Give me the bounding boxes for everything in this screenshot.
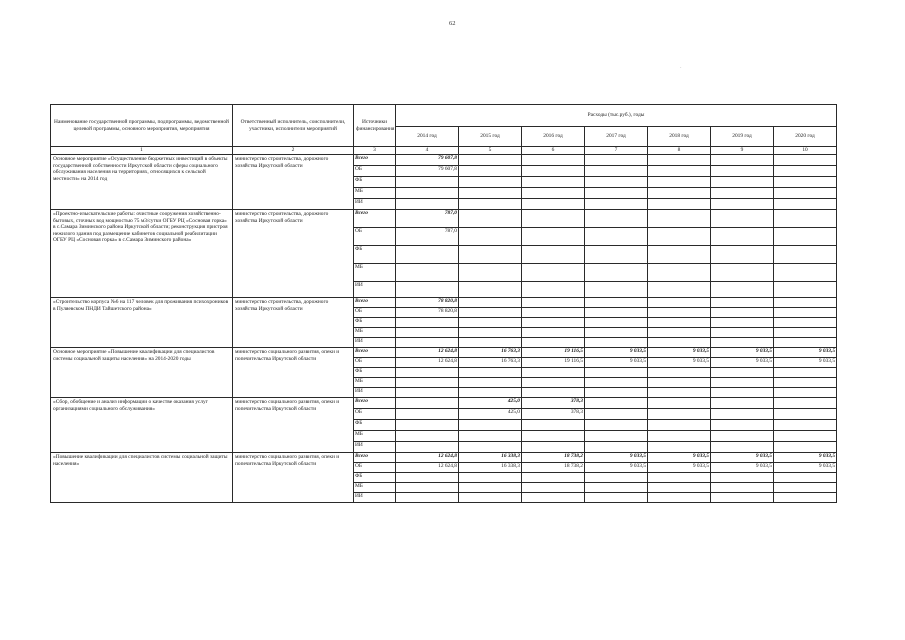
expense-value <box>459 177 522 188</box>
expense-value: 9 033,5 <box>774 463 837 473</box>
funding-source: ФБ <box>354 318 396 328</box>
expense-value <box>711 228 774 246</box>
expense-value <box>648 420 711 431</box>
expense-value <box>585 483 648 493</box>
expense-value: 9 033,5 <box>648 348 711 358</box>
responsible-executor: министерство социального развития, опеки и попечительства Иркутской области <box>233 398 354 453</box>
expense-value <box>711 442 774 453</box>
expense-value: 18 738,2 <box>522 463 585 473</box>
header-expenses: Расходы (тыс.руб.), годы <box>396 105 837 127</box>
funding-source: ОБ <box>354 463 396 473</box>
expense-value <box>459 308 522 318</box>
expense-value <box>459 318 522 328</box>
expense-value <box>522 378 585 388</box>
expense-value <box>774 246 837 264</box>
expense-value <box>585 378 648 388</box>
activity-name: Основное мероприятие «Повышение квалификации для специалистов системы социальной защиты населения» на 2014-2020 годы <box>51 348 233 398</box>
expense-value <box>522 368 585 378</box>
expense-value <box>459 378 522 388</box>
expense-value <box>648 199 711 210</box>
column-number: 4 <box>396 147 459 155</box>
header-source: Источники финансирования <box>354 105 396 147</box>
expense-value <box>711 368 774 378</box>
expense-value <box>459 264 522 282</box>
funding-source: ИИ <box>354 442 396 453</box>
expense-value <box>459 166 522 177</box>
expense-value <box>585 166 648 177</box>
expense-value <box>648 318 711 328</box>
expense-value <box>522 210 585 228</box>
expense-value <box>648 328 711 338</box>
expense-value <box>459 246 522 264</box>
expense-value <box>774 155 837 166</box>
expense-value <box>711 177 774 188</box>
activity-name: «Строительство корпуса №6 на 117 человек для проживания психохроников в Пуляевском ПНДИ Тайшетского района» <box>51 298 233 348</box>
expense-value <box>522 298 585 308</box>
expense-value <box>648 166 711 177</box>
funding-source: ФБ <box>354 368 396 378</box>
header-executor: Ответственный исполнитель, соисполнители, участники, исполнители мероприятий <box>233 105 354 147</box>
expense-value <box>774 298 837 308</box>
expense-value <box>459 328 522 338</box>
table-row <box>51 348 837 358</box>
expense-value <box>585 298 648 308</box>
header-year: 2019 год <box>711 127 774 147</box>
expense-value <box>396 431 459 442</box>
funding-source: МБ <box>354 378 396 388</box>
expense-value: 9 033,5 <box>774 358 837 368</box>
expense-value <box>774 210 837 228</box>
expense-value: 9 033,5 <box>711 348 774 358</box>
header-year: 2016 год <box>522 127 585 147</box>
table-row <box>51 210 837 228</box>
expense-value <box>396 442 459 453</box>
expense-value <box>585 473 648 483</box>
expense-value <box>459 483 522 493</box>
responsible-executor: министерство социального развития, опеки и попечительства Иркутской области <box>233 348 354 398</box>
activity-name: «Повышение квалификации для специалистов системы социальной защиты населения» <box>51 453 233 503</box>
expense-value <box>459 388 522 398</box>
expense-value: 19 116,5 <box>522 348 585 358</box>
expense-value <box>585 420 648 431</box>
expense-value <box>522 155 585 166</box>
funding-source: Всего <box>354 348 396 358</box>
expense-value <box>585 493 648 503</box>
expense-value: 16 763,3 <box>459 358 522 368</box>
expense-value <box>711 246 774 264</box>
expense-value <box>585 431 648 442</box>
expense-value: 79 607,8 <box>396 166 459 177</box>
expense-value: 78 820,8 <box>396 308 459 318</box>
funding-source: МБ <box>354 431 396 442</box>
expense-value <box>459 155 522 166</box>
expense-value: 16 338,3 <box>459 463 522 473</box>
expense-value <box>585 188 648 199</box>
page-number: 62 <box>449 20 456 27</box>
column-number: 5 <box>459 147 522 155</box>
funding-source: Всего <box>354 155 396 166</box>
expense-value: 79 607,8 <box>396 155 459 166</box>
expense-value <box>774 318 837 328</box>
expense-value <box>774 431 837 442</box>
expense-value <box>396 483 459 493</box>
expense-value: 12 624,8 <box>396 453 459 463</box>
expense-value <box>459 431 522 442</box>
expense-value <box>648 246 711 264</box>
expense-value <box>648 264 711 282</box>
expense-value <box>396 318 459 328</box>
expense-value: 19 116,5 <box>522 358 585 368</box>
expense-value <box>774 282 837 298</box>
expense-value <box>648 308 711 318</box>
expense-value <box>396 368 459 378</box>
expense-value <box>774 188 837 199</box>
expense-value <box>774 378 837 388</box>
expense-value <box>711 483 774 493</box>
expense-value <box>711 188 774 199</box>
expense-value <box>711 166 774 177</box>
expense-value <box>711 308 774 318</box>
expense-value <box>648 210 711 228</box>
expense-value <box>648 298 711 308</box>
expense-value <box>711 210 774 228</box>
funding-source: ОБ <box>354 409 396 420</box>
funding-source: ОБ <box>354 166 396 177</box>
stray-mark: · <box>680 66 682 71</box>
expense-value <box>774 368 837 378</box>
responsible-executor: министерство строительства, дорожного хозяйства Иркутской области <box>233 298 354 348</box>
expense-value <box>585 264 648 282</box>
table-row <box>51 453 837 463</box>
expense-value <box>585 318 648 328</box>
table-body <box>51 155 837 503</box>
expense-value <box>774 228 837 246</box>
expense-value <box>522 308 585 318</box>
table-row <box>51 155 837 166</box>
funding-source: МБ <box>354 264 396 282</box>
column-number: 9 <box>711 147 774 155</box>
expense-value <box>711 409 774 420</box>
expense-value <box>396 199 459 210</box>
expense-value: 9 033,5 <box>585 358 648 368</box>
funding-source: ОБ <box>354 308 396 318</box>
funding-source: ИИ <box>354 388 396 398</box>
funding-source: ФБ <box>354 246 396 264</box>
expense-value <box>774 409 837 420</box>
expense-value <box>522 282 585 298</box>
expense-value: 9 033,5 <box>585 453 648 463</box>
expense-value: 16 763,3 <box>459 348 522 358</box>
expense-value <box>648 378 711 388</box>
expense-value <box>459 199 522 210</box>
expense-value <box>774 166 837 177</box>
expense-value <box>459 420 522 431</box>
expense-value: 378,3 <box>522 409 585 420</box>
column-number: 3 <box>354 147 396 155</box>
activity-name: «Проектно-изыскательские работы: очистные сооружения хозяйственно-бытовых, сточных вод мощностью 75 м3/сутки ОГБУ РЦ «Сосновая горка» в с.Самара Зиминского района Иркутской области; реконструкция пристроя нежилого здания под размещение кабинетов социальной реабилитации ОГБУ РЦ «Сосновая горка» в с.Самара Зиминского района» <box>51 210 233 298</box>
header-name: Наименование государственной программы, подпрограммы, ведомственной целевой программы, основного мероприятия, мероприятия <box>51 105 233 147</box>
expense-value <box>711 199 774 210</box>
expense-value <box>396 246 459 264</box>
funding-source: МБ <box>354 188 396 199</box>
expense-value <box>522 442 585 453</box>
expense-value <box>648 473 711 483</box>
expense-value <box>585 199 648 210</box>
expense-value <box>522 177 585 188</box>
expense-value: 12 624,8 <box>396 358 459 368</box>
funding-source: Всего <box>354 453 396 463</box>
expense-value <box>459 188 522 199</box>
expense-value <box>522 388 585 398</box>
column-number: 6 <box>522 147 585 155</box>
expense-value <box>522 431 585 442</box>
expense-value <box>459 368 522 378</box>
expense-value <box>774 398 837 409</box>
funding-source: Всего <box>354 210 396 228</box>
expense-value <box>711 155 774 166</box>
expense-value <box>459 282 522 298</box>
expense-value <box>585 155 648 166</box>
expense-value <box>522 264 585 282</box>
expense-value <box>648 338 711 348</box>
expense-value: 78 820,8 <box>396 298 459 308</box>
expense-value <box>396 338 459 348</box>
expense-value: 9 033,5 <box>711 358 774 368</box>
expense-value: 787,0 <box>396 210 459 228</box>
expense-value <box>774 328 837 338</box>
expense-value: 9 033,5 <box>774 453 837 463</box>
expense-value <box>711 318 774 328</box>
header-year: 2015 год <box>459 127 522 147</box>
expense-value <box>459 473 522 483</box>
expense-value <box>585 368 648 378</box>
expense-value <box>522 199 585 210</box>
expense-value <box>648 431 711 442</box>
expense-value <box>774 442 837 453</box>
expense-value <box>459 493 522 503</box>
expense-value <box>585 308 648 318</box>
expense-value <box>585 210 648 228</box>
expense-value <box>522 473 585 483</box>
expense-value <box>396 188 459 199</box>
expense-value <box>711 388 774 398</box>
funding-source: ОБ <box>354 358 396 368</box>
expense-value: 378,3 <box>522 398 585 409</box>
expense-value <box>585 228 648 246</box>
expense-value: 9 033,5 <box>585 348 648 358</box>
expense-value <box>396 378 459 388</box>
expense-value <box>522 328 585 338</box>
column-number: 2 <box>233 147 354 155</box>
expense-value <box>711 493 774 503</box>
funding-source: ИИ <box>354 199 396 210</box>
expense-value <box>522 318 585 328</box>
column-number: 1 <box>51 147 233 155</box>
expense-value <box>774 199 837 210</box>
expense-value <box>711 264 774 282</box>
expense-value: 9 033,5 <box>774 348 837 358</box>
expense-value <box>585 338 648 348</box>
table-row <box>51 398 837 409</box>
expense-value <box>711 298 774 308</box>
expense-value: 787,0 <box>396 228 459 246</box>
expense-value <box>711 473 774 483</box>
header-year: 2018 год <box>648 127 711 147</box>
expense-value <box>396 282 459 298</box>
funding-source: МБ <box>354 483 396 493</box>
expense-value <box>459 228 522 246</box>
expense-value <box>648 483 711 493</box>
column-number: 8 <box>648 147 711 155</box>
budget-table <box>50 104 837 503</box>
expense-value <box>585 177 648 188</box>
expense-value <box>396 398 459 409</box>
funding-source: ИИ <box>354 338 396 348</box>
expense-value <box>522 420 585 431</box>
expense-value <box>396 420 459 431</box>
expense-value <box>459 338 522 348</box>
funding-source: ИИ <box>354 282 396 298</box>
expense-value: 9 033,5 <box>648 358 711 368</box>
expense-value <box>711 378 774 388</box>
expense-value <box>396 264 459 282</box>
activity-name: Основное мероприятие «Осуществление бюджетных инвестиций в объекты государственной собственности Иркутской области сферы социального обслуживания населения на территориях, относящихся к сельской местности» на 2014 год <box>51 155 233 210</box>
expense-value <box>774 473 837 483</box>
expense-value <box>522 483 585 493</box>
expense-value <box>711 338 774 348</box>
expense-value <box>648 188 711 199</box>
expense-value <box>648 493 711 503</box>
expense-value <box>585 442 648 453</box>
expense-value: 9 033,5 <box>648 453 711 463</box>
funding-source: ФБ <box>354 420 396 431</box>
expense-value <box>585 282 648 298</box>
expense-value <box>522 166 585 177</box>
expense-value <box>585 328 648 338</box>
expense-value <box>522 493 585 503</box>
expense-value <box>648 398 711 409</box>
column-number: 7 <box>585 147 648 155</box>
expense-value <box>585 246 648 264</box>
expense-value: 9 033,5 <box>711 453 774 463</box>
funding-source: ОБ <box>354 228 396 246</box>
expense-value <box>522 338 585 348</box>
expense-value <box>585 398 648 409</box>
expense-value: 16 338,3 <box>459 453 522 463</box>
funding-source: МБ <box>354 328 396 338</box>
expense-value <box>774 420 837 431</box>
expense-value <box>648 282 711 298</box>
expense-value <box>648 155 711 166</box>
expense-value <box>774 177 837 188</box>
expense-value <box>774 308 837 318</box>
expense-value <box>522 228 585 246</box>
expense-value <box>522 188 585 199</box>
expense-value <box>396 409 459 420</box>
expense-value <box>648 442 711 453</box>
expense-value <box>585 388 648 398</box>
expense-value <box>774 264 837 282</box>
expense-value <box>396 177 459 188</box>
expense-value <box>522 246 585 264</box>
expense-value <box>774 338 837 348</box>
expense-value <box>648 228 711 246</box>
funding-source: ИИ <box>354 493 396 503</box>
funding-source: Всего <box>354 398 396 409</box>
expense-value <box>711 420 774 431</box>
header-year: 2017 год <box>585 127 648 147</box>
expense-value <box>774 388 837 398</box>
table-row <box>51 298 837 308</box>
expense-value: 18 738,2 <box>522 453 585 463</box>
expense-value <box>585 409 648 420</box>
expense-value: 9 033,5 <box>711 463 774 473</box>
expense-value <box>648 409 711 420</box>
activity-name: «Сбор, обобщение и анализ информации о качестве оказания услуг организациями социального обслуживания» <box>51 398 233 453</box>
expense-value: 12 624,8 <box>396 463 459 473</box>
expense-value <box>459 442 522 453</box>
expense-value <box>774 483 837 493</box>
responsible-executor: министерство строительства, дорожного хозяйства Иркутской области <box>233 155 354 210</box>
expense-value <box>396 388 459 398</box>
expense-value: 9 033,5 <box>585 463 648 473</box>
expense-value <box>459 298 522 308</box>
expense-value <box>396 473 459 483</box>
expense-value <box>774 493 837 503</box>
funding-source: ФБ <box>354 473 396 483</box>
column-number: 10 <box>774 147 837 155</box>
expense-value <box>711 431 774 442</box>
expense-value <box>648 177 711 188</box>
funding-source: ФБ <box>354 177 396 188</box>
expense-value <box>648 368 711 378</box>
expense-value: 12 624,8 <box>396 348 459 358</box>
header-year: 2014 год <box>396 127 459 147</box>
expense-value <box>711 398 774 409</box>
expense-value: 9 033,5 <box>648 463 711 473</box>
expense-value <box>459 210 522 228</box>
expense-value: 425,0 <box>459 398 522 409</box>
expense-value: 425,0 <box>459 409 522 420</box>
expense-value <box>396 493 459 503</box>
funding-source: Всего <box>354 298 396 308</box>
responsible-executor: министерство строительства, дорожного хозяйства Иркутской области <box>233 210 354 298</box>
expense-value <box>711 328 774 338</box>
expense-value <box>396 328 459 338</box>
header-year: 2020 год <box>774 127 837 147</box>
expense-value <box>711 282 774 298</box>
responsible-executor: министерство социального развития, опеки и попечительства Иркутской области <box>233 453 354 503</box>
expense-value <box>648 388 711 398</box>
